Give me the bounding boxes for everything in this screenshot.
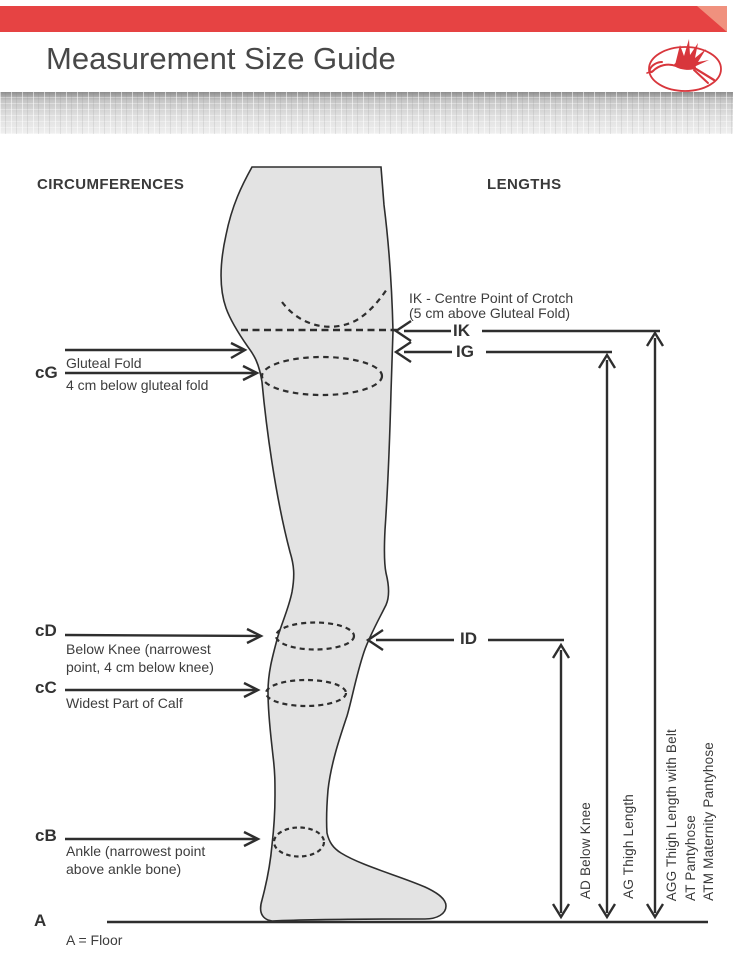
cg-desc: 4 cm below gluteal fold bbox=[66, 377, 209, 393]
atm-maternity-pantyhose-label: ATM Maternity Pantyhose bbox=[701, 742, 716, 901]
ig-code: IG bbox=[456, 342, 474, 361]
ag-thigh-length-label: AG Thigh Length bbox=[621, 794, 636, 899]
ik-code: IK bbox=[453, 321, 470, 340]
page-title: Measurement Size Guide bbox=[46, 41, 396, 76]
at-pantyhose-label: AT Pantyhose bbox=[683, 815, 698, 901]
cd-desc-line2: point, 4 cm below knee) bbox=[66, 659, 214, 675]
cg-code: cG bbox=[35, 363, 58, 382]
cc-code: cC bbox=[35, 678, 57, 697]
cc-desc: Widest Part of Calf bbox=[66, 695, 183, 711]
gluteal-fold-label: Gluteal Fold bbox=[66, 355, 142, 371]
ik-note-line2: (5 cm above Gluteal Fold) bbox=[409, 305, 571, 321]
cb-desc-line2: above ankle bone) bbox=[66, 861, 182, 877]
agg-thigh-length-with-belt-label: AGG Thigh Length with Belt bbox=[664, 728, 679, 901]
leg-illustration bbox=[221, 167, 446, 921]
circumferences-title: CIRCUMFERENCES bbox=[37, 176, 185, 193]
ad-below-knee-label: AD Below Knee bbox=[578, 801, 593, 899]
cb-desc-line1: Ankle (narrowest point bbox=[66, 843, 206, 859]
ik-note-line1: IK - Centre Point of Crotch bbox=[409, 290, 574, 306]
lengths-title: LENGTHS bbox=[487, 176, 562, 193]
length-lines bbox=[368, 321, 663, 917]
id-code: ID bbox=[460, 629, 477, 648]
a-floor-desc: A = Floor bbox=[66, 932, 123, 948]
cb-code: cB bbox=[35, 826, 57, 845]
a-code: A bbox=[34, 911, 47, 930]
cd-desc-line1: Below Knee (narrowest bbox=[66, 641, 211, 657]
cd-code: cD bbox=[35, 621, 57, 640]
